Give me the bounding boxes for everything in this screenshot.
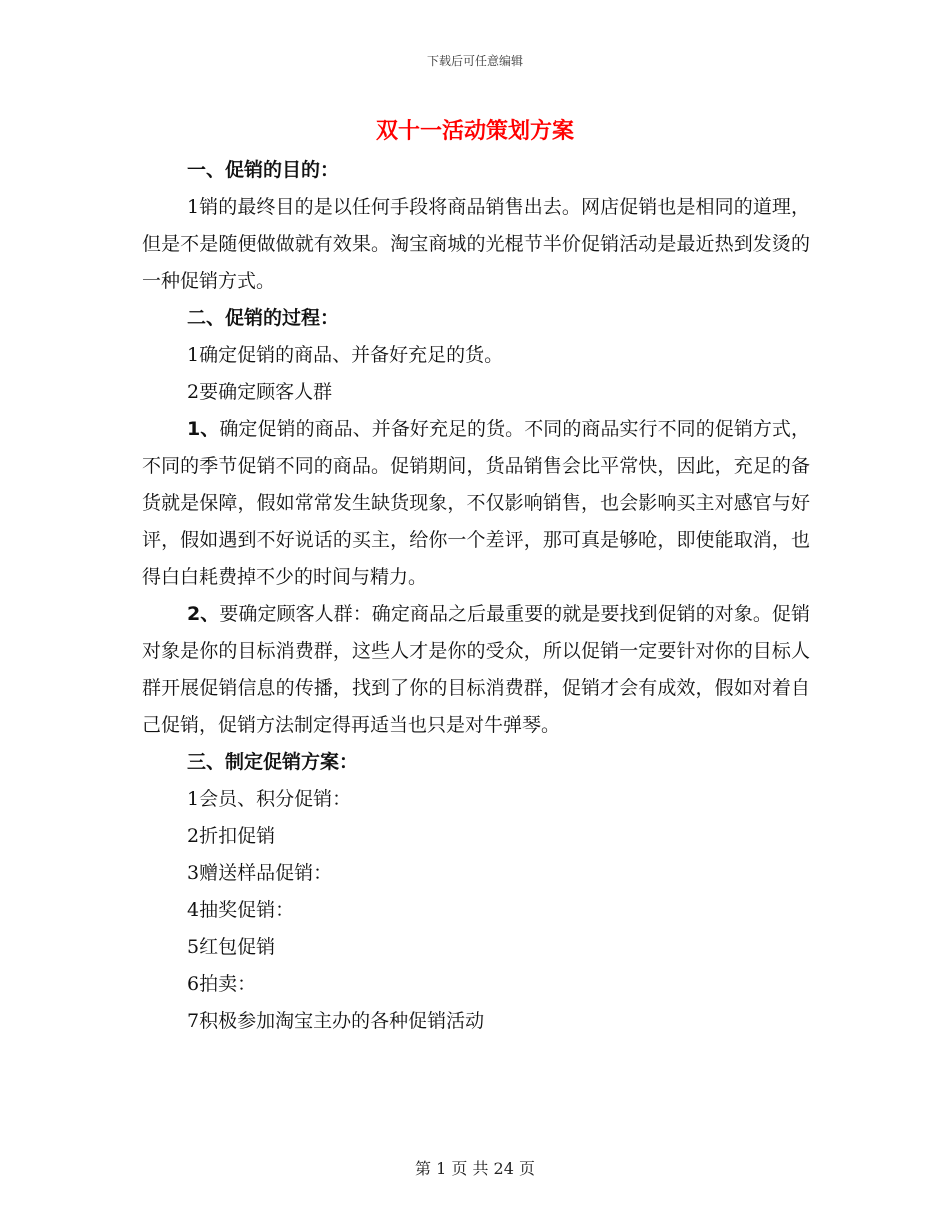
paragraph-number: 1、 — [187, 418, 220, 440]
process-item-1: 1确定促销的商品、并备好充足的货。 — [187, 344, 504, 366]
plan-item: 5红包促销 — [187, 936, 276, 958]
paragraph-text: 要确定顾客人群：确定商品之后最重要的就是要找到促销的对象。促销对象是你的目标消费群，这些人才是你的受众，所以促销一定要针对你的目标人群开展促销信息的传播，找到了你的目标消费群，促销才会有成效，假如对着自己促销，促销方法制定得再适当也只是对牛弹琴。 — [142, 603, 810, 736]
plan-item: 6拍卖： — [187, 973, 257, 995]
document-body — [142, 152, 810, 1040]
paragraph-number: 2、 — [187, 603, 220, 625]
plan-item: 3赠送样品促销： — [187, 862, 333, 884]
section-heading-purpose: 一、促销的目的： — [187, 159, 340, 181]
paragraph-process-2 — [142, 596, 810, 744]
plan-item: 7积极参加淘宝主办的各种促销活动 — [187, 1010, 485, 1032]
page-footer: 第 1 页 共 24 页 — [415, 1159, 535, 1178]
paragraph-purpose: 1销的最终目的是以任何手段将商品销售出去。网店促销也是相同的道理，但是不是随便做做就有效果。淘宝商城的光棍节半价促销活动是最近热到发烫的一种促销方式。 — [142, 196, 810, 292]
document-title: 双十一活动策划方案 — [375, 119, 574, 144]
plan-item: 2折扣促销 — [187, 825, 276, 847]
plan-item: 4抽奖促销： — [187, 899, 295, 921]
page-header: 下载后可任意编辑 — [426, 54, 523, 68]
section-heading-plan: 三、制定促销方案： — [187, 751, 359, 773]
paragraph-text: 确定促销的商品、并备好充足的货。不同的商品实行不同的促销方式，不同的季节促销不同的商品。促销期间，货品销售会比平常快，因此，充足的备货就是保障，假如常常发生缺货现象，不仅影响销售，也会影响买主对感官与好评，假如遇到不好说话的买主，给你一个差评，那可真是够呛，即使能取消，也得白白耗费掉不少的时间与精力。 — [142, 418, 810, 588]
process-item-2: 2要确定顾客人群 — [187, 381, 333, 403]
section-heading-process: 二、促销的过程： — [187, 307, 340, 329]
paragraph-process-1 — [142, 411, 810, 596]
plan-item: 1会员、积分促销： — [187, 788, 352, 810]
